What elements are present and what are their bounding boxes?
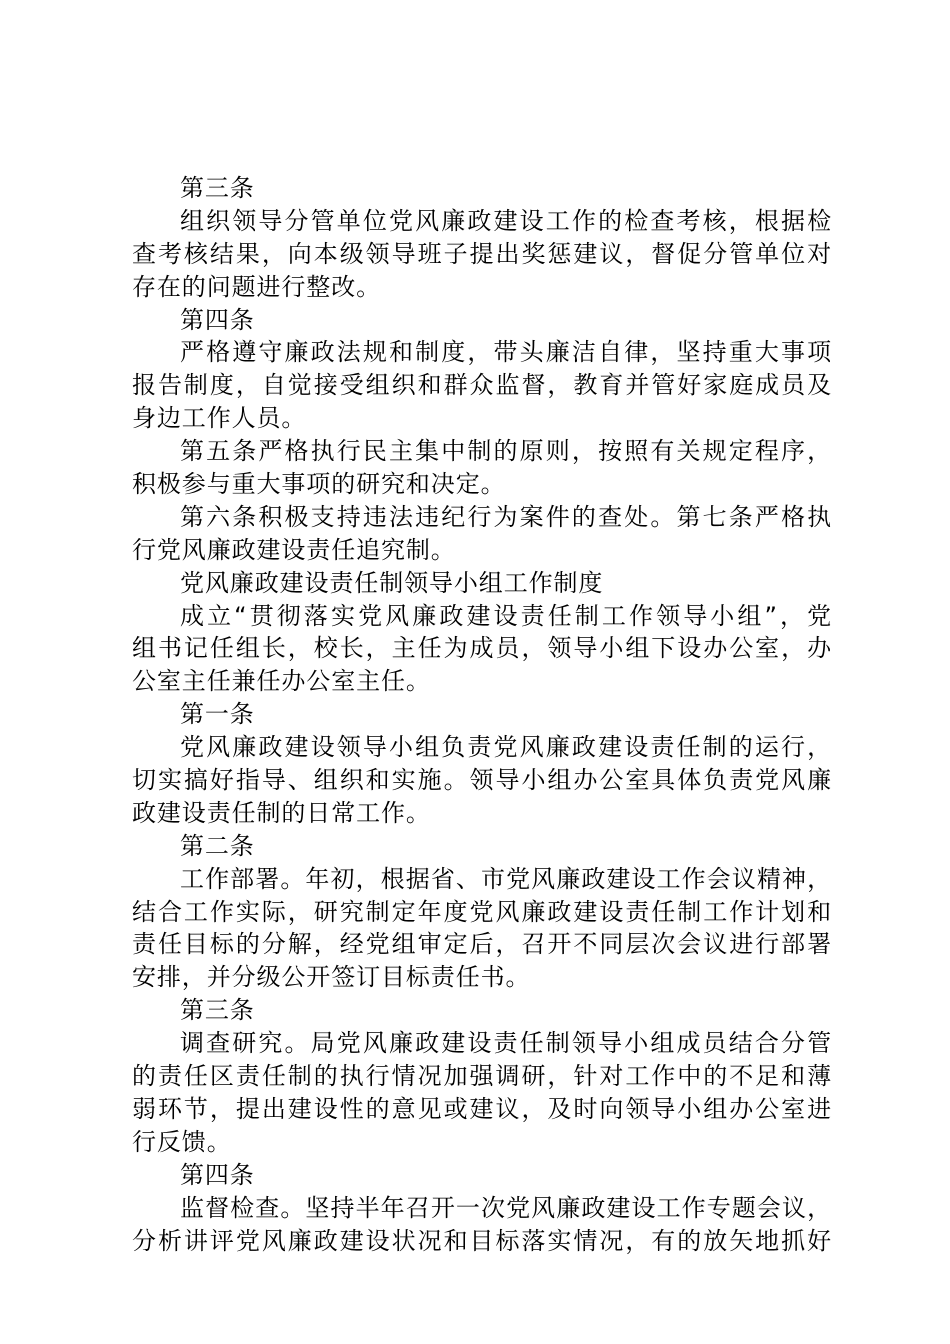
text-line: 查考核结果，向本级领导班子提出奖惩建议，督促分管单位对 — [132, 239, 832, 268]
text-line: 结合工作实际，研究制定年度党风廉政建设责任制工作计划和 — [132, 897, 832, 926]
text-line: 政建设责任制的日常工作。 — [132, 798, 431, 827]
text-line: 第五条严格执行民主集中制的原则，按照有关规定程序， — [180, 437, 832, 466]
text-line: 党风廉政建设责任制领导小组工作制度 — [180, 568, 604, 597]
text-line: 监督检查。坚持半年召开一次党风廉政建设工作专题会议， — [180, 1193, 832, 1222]
text-line: 安排，并分级公开签订目标责任书。 — [132, 963, 531, 992]
text-line: 第三条 — [180, 996, 255, 1025]
text-line: 身边工作人员。 — [132, 404, 307, 433]
text-line: 存在的问题进行整改。 — [132, 272, 381, 301]
text-line: 分析讲评党风廉政建设状况和目标落实情况，有的放矢地抓好 — [132, 1226, 832, 1255]
text-line: 公室主任兼任办公室主任。 — [132, 667, 431, 696]
text-line: 责任目标的分解，经党组审定后，召开不同层次会议进行部署 — [132, 930, 832, 959]
text-line: 组织领导分管单位党风廉政建设工作的检查考核，根据检 — [180, 206, 832, 235]
text-line: 党风廉政建设领导小组负责党风廉政建设责任制的运行， — [180, 733, 832, 762]
text-line: 行反馈。 — [132, 1127, 232, 1156]
text-line: 的责任区责任制的执行情况加强调研，针对工作中的不足和薄 — [132, 1062, 832, 1091]
text-line: 积极参与重大事项的研究和决定。 — [132, 470, 506, 499]
text-line: 第一条 — [180, 700, 255, 729]
text-line: 第二条 — [180, 831, 255, 860]
text-line: 行党风廉政建设责任追究制。 — [132, 535, 456, 564]
text-line: 成立“贯彻落实党风廉政建设责任制工作领导小组”，党 — [180, 601, 832, 630]
text-line: 第四条 — [180, 1160, 255, 1189]
text-line: 弱环节，提出建设性的意见或建议，及时向领导小组办公室进 — [132, 1094, 832, 1123]
text-line: 第三条 — [180, 174, 255, 202]
text-line: 报告制度，自觉接受组织和群众监督，教育并管好家庭成员及 — [132, 371, 832, 400]
text-line: 严格遵守廉政法规和制度，带头廉洁自律，坚持重大事项 — [180, 338, 832, 367]
document-body — [132, 172, 832, 1257]
text-line: 调查研究。局党风廉政建设责任制领导小组成员结合分管 — [180, 1029, 832, 1058]
text-line: 组书记任组长，校长，主任为成员，领导小组下设办公室，办 — [132, 634, 832, 663]
text-line: 第四条 — [180, 305, 255, 334]
text-line: 切实搞好指导、组织和实施。领导小组办公室具体负责党风廉 — [132, 766, 832, 795]
text-line: 工作部署。年初，根据省、市党风廉政建设工作会议精神， — [180, 864, 832, 893]
text-line: 第六条积极支持违法违纪行为案件的查处。第七条严格执 — [180, 502, 832, 531]
